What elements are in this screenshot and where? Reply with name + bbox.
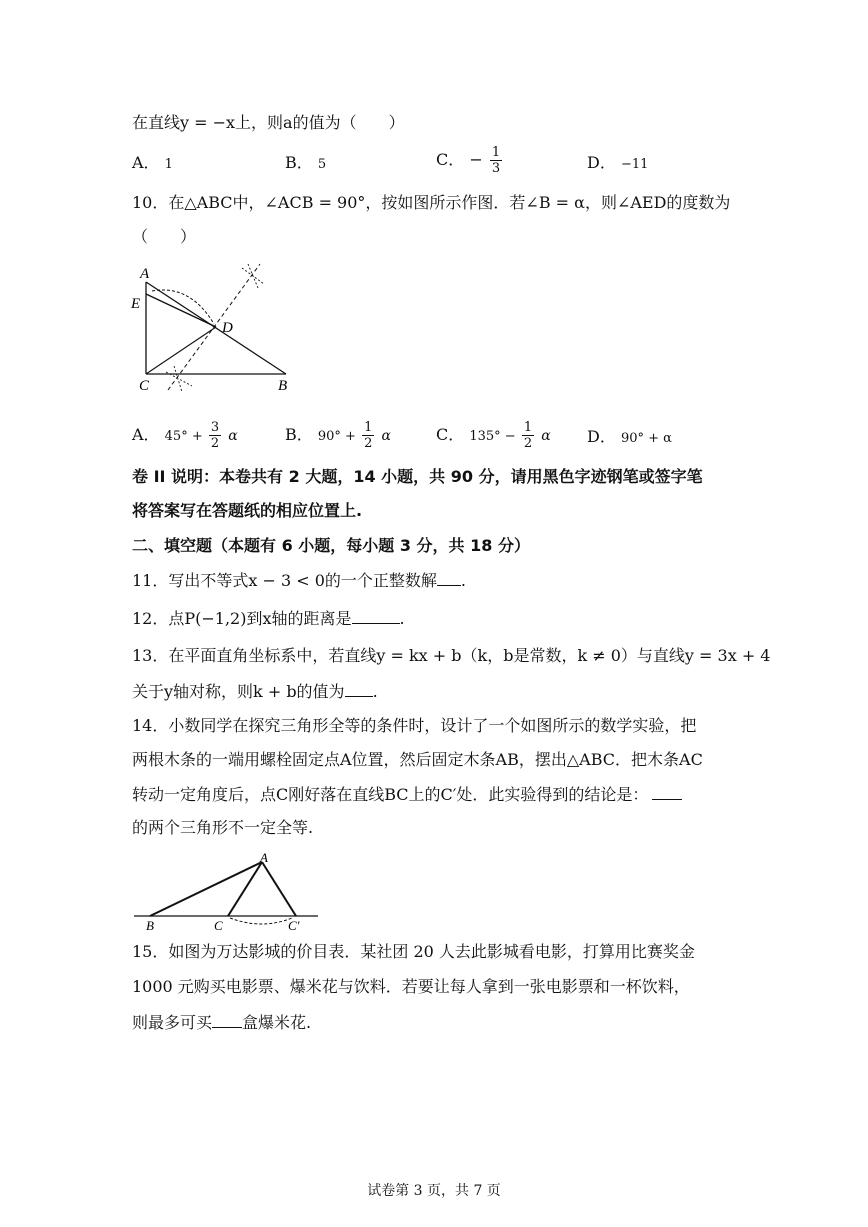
q12 [132, 607, 405, 630]
answer-blank[interactable] [652, 783, 682, 800]
q13-text: 关于y轴对称，则k + b的值为 [132, 682, 345, 701]
q9-option-b-text: 5 [317, 157, 327, 172]
q10-option-b [285, 420, 391, 451]
q10-line1: 10．在△ABC中，∠ACB = 90°，按如图所示作图．若∠B = α，则∠AED的度数为 [132, 193, 731, 212]
q10-option-b-post: α [381, 428, 391, 444]
q14-line2: 两根木条的一端用螺栓固定点A位置，然后固定木条AB，摆出△ABC．把木条AC [132, 750, 703, 769]
q9-option-c-prefix: − [469, 150, 483, 169]
q13-line1: 13．在平面直角坐标系中，若直线y = kx + b（k，b是常数，k ≠ 0）与直线y = 3x + 4 [132, 646, 771, 665]
part2-note-line2: 将答案写在答题纸的相应位置上. [132, 501, 363, 520]
section2-title: 二、填空题（本题有 6 小题，每小题 3 分，共 18 分） [132, 536, 530, 555]
q10-label-e: E [131, 296, 141, 312]
answer-blank[interactable] [212, 1011, 242, 1028]
q10-label-d: D [222, 320, 233, 336]
q11-text: 11．写出不等式x − 3 < 0的一个正整数解 [132, 571, 437, 590]
q9-option-a-key: A． [132, 153, 160, 172]
q12-text: 12．点P(−1,2)到x轴的距离是 [132, 609, 352, 628]
q10-option-b-key: B． [285, 425, 313, 444]
q15-line2: 1000 元购买电影票、爆米花与饮料．若要让每人拿到一张电影票和一杯饮料， [132, 977, 690, 996]
q14-label-a: A [260, 850, 268, 865]
q14-figure [132, 850, 322, 934]
q10-option-a-pre: 45° + [164, 429, 207, 444]
q10-option-a-post: α [228, 428, 238, 444]
answer-blank[interactable] [437, 569, 461, 586]
fraction-numerator: 3 [210, 420, 220, 435]
q10-line2: （ ） [132, 227, 197, 246]
q14-line3 [132, 783, 682, 806]
q9-option-b [285, 152, 326, 176]
answer-blank[interactable] [345, 680, 373, 697]
q13-end: . [372, 682, 378, 701]
q14-text: 转动一定角度后，点C刚好落在直线BC上的C′处．此实验得到的结论是： [132, 785, 649, 804]
q10-option-b-fraction [362, 420, 374, 451]
q9-option-c-fraction [490, 145, 502, 176]
q13-line2 [132, 680, 378, 703]
q14-line4: 的两个三角形不一定全等. [132, 818, 314, 837]
q9-tail: 在直线y = −x上，则a的值为（ ） [132, 113, 405, 132]
q15-end: 盒爆米花. [242, 1013, 312, 1032]
q10-option-b-pre: 90° + [317, 429, 361, 444]
q10-option-c-post: α [541, 428, 551, 444]
answer-blank[interactable] [352, 607, 400, 624]
q14-line1: 14．小数同学在探究三角形全等的条件时，设计了一个如图所示的数学实验，把 [132, 716, 697, 735]
q10-label-a: A [140, 266, 150, 282]
page-footer: 试卷第 3 页，共 7 页 [367, 1183, 501, 1199]
fraction-numerator: 1 [523, 420, 533, 435]
fraction-denominator: 2 [210, 436, 220, 451]
q12-end: . [399, 609, 405, 628]
q10-option-d-pre: 90° + α [620, 431, 672, 446]
q10-option-a-key: A． [132, 425, 160, 444]
q10-option-a-fraction [209, 420, 221, 451]
q9-option-a-text: 1 [164, 157, 173, 172]
q10-option-c-pre: 135° − [469, 429, 520, 444]
q14-label-b: B [146, 918, 154, 933]
q10-option-c-fraction [522, 420, 534, 451]
q9-option-d-text: −11 [620, 157, 649, 172]
q10-option-a [132, 420, 238, 451]
q11-end: . [460, 571, 466, 590]
q9-option-b-key: B． [285, 153, 313, 172]
q14-label-c-prime: C′ [288, 918, 300, 933]
q10-option-d-key: D． [587, 427, 616, 446]
q9-option-d [587, 152, 648, 176]
fraction-denominator: 2 [523, 436, 533, 451]
q10-option-c-key: C． [436, 425, 465, 444]
q10-option-c [436, 420, 551, 451]
q9-option-a [132, 152, 173, 176]
q15-text: 则最多可买 [132, 1013, 213, 1032]
q10-label-b: B [278, 378, 288, 394]
q10-figure [128, 262, 288, 394]
q10-option-d [587, 426, 672, 450]
q10-label-c: C [139, 378, 150, 394]
q14-label-c: C [214, 918, 223, 933]
fraction-denominator: 3 [491, 161, 501, 176]
q9-option-c-key: C． [436, 150, 465, 169]
q15-line3 [132, 1011, 311, 1034]
q9-option-d-key: D． [587, 153, 616, 172]
fraction-denominator: 2 [364, 436, 373, 451]
q9-option-c [436, 145, 504, 176]
fraction-numerator: 1 [364, 420, 373, 435]
fraction-numerator: 1 [491, 145, 501, 160]
q11 [132, 569, 466, 592]
q15-line1: 15．如图为万达影城的价目表．某社团 20 人去此影城看电影，打算用比赛奖金 [132, 942, 695, 961]
part2-note-line1: 卷 II 说明：本卷共有 2 大题，14 小题，共 90 分，请用黑色字迹钢笔或签字笔 [132, 467, 703, 486]
